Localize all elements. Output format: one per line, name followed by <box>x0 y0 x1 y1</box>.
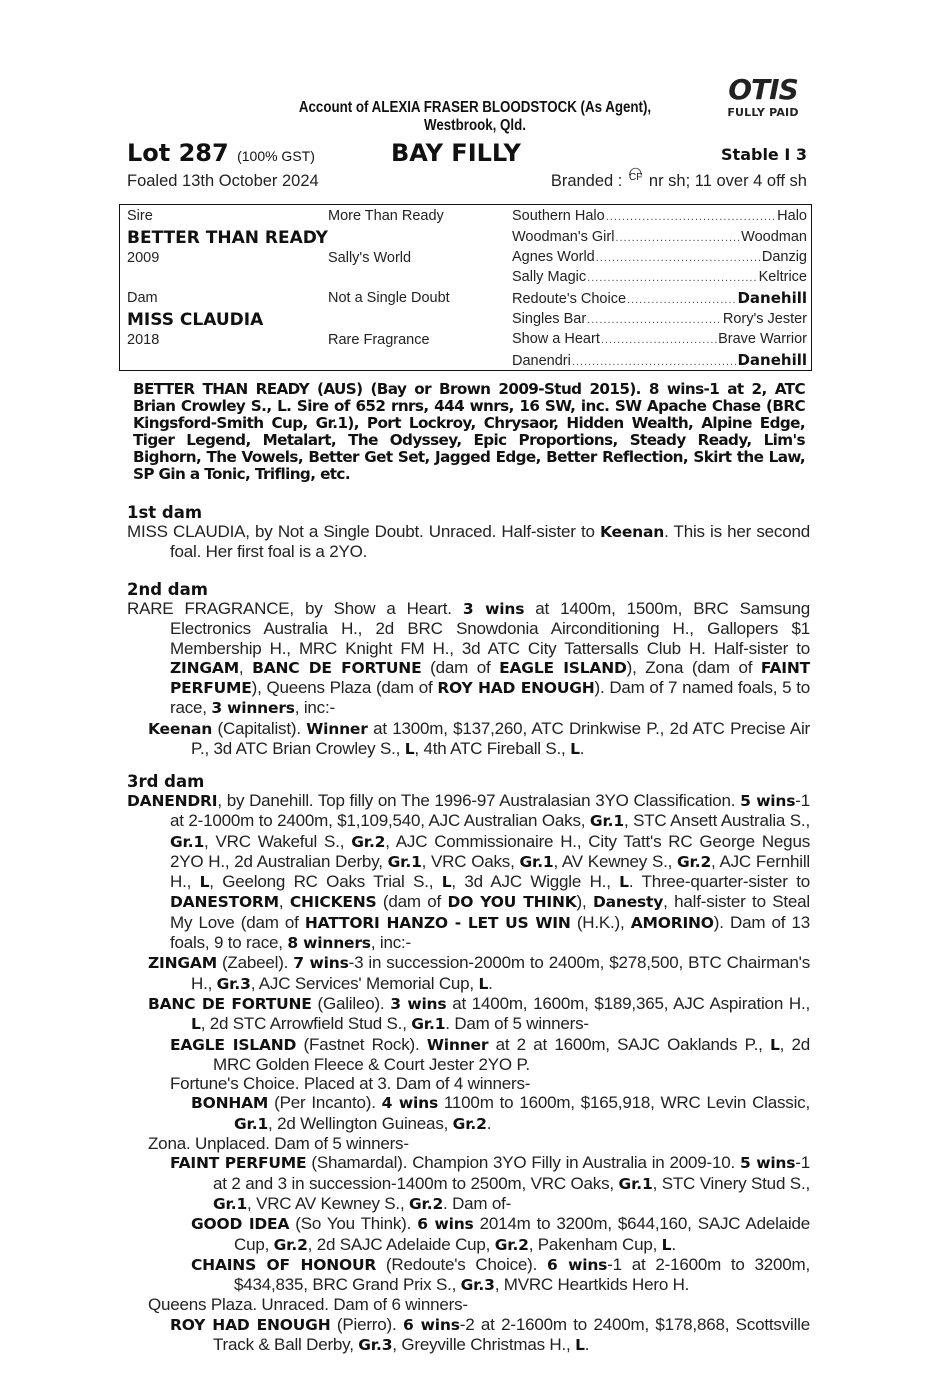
bold-text: FAINT PERFUME <box>170 658 810 698</box>
text: . Three-quarter-sister to <box>628 872 810 892</box>
horse-description: BAY FILLY <box>391 139 521 167</box>
bold-text: BANC DE FORTUNE <box>252 658 422 677</box>
text: . <box>671 1234 676 1254</box>
bold-text: Gr.2 <box>351 832 386 851</box>
gst-note: (100% GST) <box>237 148 315 164</box>
dam-name: MISS CLAUDIA <box>127 310 264 330</box>
text: , by Danehill. Top filly on The 1996-97 Australasian 3YO Classification. <box>217 791 741 810</box>
dot-leader <box>615 232 740 244</box>
text: , Geelong RC Oaks Trial S., <box>209 872 442 892</box>
bold-text: BANC DE FORTUNE <box>148 994 312 1013</box>
bold-text: HATTORI HANZO - LET US WIN <box>304 913 571 932</box>
bold-text: 6 wins <box>402 1315 460 1334</box>
text: -2 at 2-1600m to 2400m, $178,868, Scottsville Track & Ball Derby, <box>213 1314 811 1355</box>
third-dam-text <box>127 791 810 953</box>
text: , MVRC Heartkids Hero H. <box>494 1275 690 1295</box>
text: at 1400m, 1600m, $189,365, AJC Aspiration H., <box>446 993 810 1013</box>
text: (Zabeel). <box>216 953 294 973</box>
pedigree-table <box>119 204 812 371</box>
bold-text: Gr.1 <box>589 812 624 831</box>
progeny-entry-banc-de-fortune <box>148 994 810 1035</box>
grandparent-sire: Brave Warrior <box>718 331 807 347</box>
otis-fully-paid-badge <box>718 73 808 119</box>
grandparent-sire: Halo <box>777 208 807 224</box>
bold-text: L <box>661 1235 672 1254</box>
bold-text: EAGLE ISLAND <box>499 658 627 677</box>
grandparent-sire: Danzig <box>761 249 807 265</box>
grandparent-sire: Keltrice <box>758 269 807 285</box>
progeny-entry-good-idea <box>191 1214 810 1255</box>
text: , 2d STC Arrowfield Stud S., <box>200 1014 412 1034</box>
grandparent-name: Woodman's Girl <box>512 229 615 245</box>
bold-text: BONHAM <box>191 1094 269 1113</box>
text: , 2d MRC Golden Fleece & Court Jester 2YO P. <box>213 1034 810 1074</box>
text: , 2d SAJC Adelaide Cup, <box>307 1234 495 1254</box>
dot-leader <box>606 211 776 223</box>
third-dam-section <box>127 772 810 1355</box>
text: , 4th ATC Fireball S., <box>414 739 571 759</box>
bold-text: Gr.2 <box>452 1114 487 1133</box>
bold-text: Gr.1 <box>618 1174 653 1193</box>
text: ), <box>576 892 593 912</box>
bold-text: ZINGAM <box>170 658 239 677</box>
bold-text: 3 winners <box>211 699 295 718</box>
bold-text: ROY HAD ENOUGH <box>437 679 595 698</box>
bold-text: L <box>404 740 415 759</box>
bold-text: Winner <box>306 719 368 738</box>
grandparent-sire: Danehill <box>737 351 807 369</box>
grandparent-row <box>512 351 807 369</box>
dot-leader <box>572 356 737 368</box>
bold-text: L <box>199 873 210 892</box>
grandparent-sire: Woodman <box>741 229 807 245</box>
section-heading: 1st dam <box>127 503 203 522</box>
text: ), Zona (dam of <box>626 657 761 677</box>
dams-dam: Rare Fragrance <box>328 332 430 348</box>
bold-text: Gr.1 <box>387 852 422 871</box>
text: , VRC Wakeful S., <box>204 831 352 851</box>
text: (Per Incanto). <box>268 1093 382 1113</box>
bold-text: 6 wins <box>417 1215 474 1234</box>
bold-text: 8 winners <box>287 934 371 953</box>
grandparent-sire: Danehill <box>737 289 807 307</box>
text: (So You Think). <box>289 1214 418 1234</box>
grandparent-row <box>512 269 807 285</box>
grandparent-name: Redoute's Choice <box>512 291 627 307</box>
text: , Greyville Christmas H., <box>392 1335 576 1355</box>
bold-text: L <box>478 974 489 993</box>
text: , 3d AJC Wiggle H., <box>451 872 620 892</box>
grandparent-row <box>512 208 807 224</box>
progeny-entry-zingam <box>148 953 810 994</box>
progeny-entry-chains-of-honour <box>191 1255 810 1296</box>
brand-mark-icon: CF <box>629 169 642 183</box>
dot-leader <box>596 252 761 264</box>
bold-text: Winner <box>426 1035 489 1054</box>
text: (H.K.), <box>570 912 631 932</box>
text: (Pierro). <box>330 1314 403 1334</box>
text: , VRC Oaks, <box>421 851 520 871</box>
first-dam-text <box>127 522 810 562</box>
progeny-entry-keenan <box>148 719 810 760</box>
dam-label: Dam <box>127 290 158 306</box>
grandparent-sire: Rory's Jester <box>722 311 807 327</box>
bold-text: Gr.1 <box>411 1015 446 1034</box>
bold-text: 4 wins <box>381 1094 438 1113</box>
text: . <box>486 1113 492 1133</box>
sire-summary: BETTER THAN READY (AUS) (Bay or Brown 2009-Stud 2015). 8 wins-1 at 2, ATC Brian Crowley S., L. Sire of 652 rnrs, 444 wnrs, 16 SW, inc. SW Apache Chase (BRC Kingsford-Smith Cup, Gr.1), Port Lockroy, Chrysaor, Hidden Wealth, Alpine Edge, Tiger Legend, Metalart, The Odyssey, Epic Proportions, Steady Ready, Lim's Bighorn, The Vowels, Better Get Set, Jagged Edge, Better Reflection, Skirt the Law, SP Gin a Tonic, Trifling, etc. <box>133 380 805 483</box>
bold-text: DANESTORM <box>170 893 279 912</box>
bold-text: Keenan <box>599 523 665 541</box>
text: 1100m to 1600m, $165,918, WRC Levin Classic, <box>437 1093 811 1113</box>
fully-paid-label: FULLY PAID <box>727 106 799 119</box>
bold-text: Gr.3 <box>358 1336 393 1355</box>
text: , <box>278 892 290 912</box>
grandparent-name: Danendri <box>512 353 571 369</box>
text: -1 at 2 and 3 in succession-1400m to 2500m, VRC Oaks, <box>213 1153 811 1193</box>
progeny-entry-fortunes-choice: Fortune's Choice. Placed at 3. Dam of 4 winners- <box>170 1074 531 1094</box>
lot-label: Lot 287 <box>127 139 229 167</box>
section-heading: 2nd dam <box>127 580 208 599</box>
vendor-account <box>273 99 677 135</box>
text: MISS CLAUDIA, by Not a Single Doubt. Unraced. Half-sister to <box>127 522 600 541</box>
dot-leader <box>587 314 722 326</box>
sire-year: 2009 <box>127 250 160 266</box>
text: . Dam of 5 winners- <box>445 1014 589 1034</box>
text: , half-sister to Steal My Love (dam of <box>170 892 811 932</box>
grandparent-row <box>512 331 807 347</box>
bold-text: FAINT PERFUME <box>170 1154 307 1173</box>
bold-text: Gr.1 <box>234 1114 269 1133</box>
bold-text: Danesty <box>592 893 664 912</box>
text: , AJC Services' Memorial Cup, <box>250 973 479 993</box>
text: . This is her second foal. Her first foal is a 2YO. <box>170 522 810 562</box>
bold-text: Gr.2 <box>273 1235 308 1254</box>
text: (Galileo). <box>311 993 391 1013</box>
stable-location: Stable I 3 <box>721 145 807 164</box>
text: (dam of <box>376 892 448 912</box>
bold-text: 3 wins <box>462 600 525 618</box>
dot-leader <box>601 334 717 346</box>
grandparent-name: Sally Magic <box>512 269 587 285</box>
bold-text: ZINGAM <box>148 954 217 973</box>
brand-info <box>551 172 807 191</box>
progeny-entry-bonham <box>191 1093 810 1134</box>
progeny-entry-eagle-island <box>170 1035 810 1075</box>
sire-name: BETTER THAN READY <box>127 228 328 248</box>
account-line-2: Westbrook, Qld. <box>424 117 526 134</box>
bold-text: Gr.1 <box>213 1194 248 1213</box>
grandparent-row <box>512 229 807 245</box>
bold-text: 3 wins <box>390 994 447 1013</box>
text: (Capitalist). <box>212 718 307 738</box>
text: , 2d Wellington Guineas, <box>268 1113 453 1133</box>
text: (Redoute's Choice). <box>376 1254 547 1274</box>
text: 2014m to 3200m, $644,160, SAJC Adelaide Cup, <box>234 1214 811 1254</box>
grandparent-row <box>512 249 807 265</box>
text: , <box>238 657 253 677</box>
text: , AV Kewney S., <box>553 851 677 871</box>
dot-leader <box>587 272 758 284</box>
brand-detail: nr sh; 11 over 4 off sh <box>648 172 807 190</box>
foaled-date: Foaled 13th October 2024 <box>127 172 319 190</box>
dams-sire: Not a Single Doubt <box>328 290 450 306</box>
bold-text: Gr.1 <box>170 832 205 851</box>
text: , inc:- <box>294 698 335 718</box>
text: ). Dam of 13 foals, 9 to race, <box>170 912 810 953</box>
second-dam-section <box>127 580 810 759</box>
grandparent-row <box>512 311 807 327</box>
grandparent-row <box>512 289 807 307</box>
text: . <box>488 973 493 993</box>
branded-label: Branded : <box>550 172 623 190</box>
grandparent-name: Singles Bar <box>512 311 587 327</box>
bold-text: L <box>191 1015 201 1034</box>
lot-number <box>127 139 315 167</box>
bold-text: Gr.2 <box>494 1235 529 1254</box>
text: -1 at 2-1000m to 2400m, $1,109,540, AJC Australian Oaks, <box>170 791 811 831</box>
bold-text: DO YOU THINK <box>447 893 577 912</box>
text: -1 at 2-1600m to 3200m, $434,835, BRC Grand Prix S., <box>234 1254 811 1295</box>
text: , VRC AV Kewney S., <box>247 1193 410 1213</box>
bold-text: Keenan <box>148 719 213 738</box>
bold-text: 5 wins <box>740 792 796 810</box>
first-dam-section <box>127 503 810 562</box>
bold-text: GOOD IDEA <box>191 1215 290 1234</box>
text: ), Queens Plaza (dam of <box>251 678 438 698</box>
text: at 1300m, $137,260, ATC Drinkwise P., 2d ATC Precise Air P., 3d ATC Brian Crowley S., <box>191 718 810 759</box>
bold-text: L <box>570 740 580 759</box>
dam-year: 2018 <box>127 332 160 348</box>
text: (Shamardal). Champion 3YO Filly in Australia in 2009-10. <box>306 1153 740 1173</box>
account-line-1: Account of ALEXIA FRASER BLOODSTOCK (As Agent), <box>298 99 652 116</box>
bold-text: DANENDRI <box>127 792 218 810</box>
bold-text: 5 wins <box>739 1154 796 1173</box>
bold-text: Gr.2 <box>677 852 712 871</box>
grandparent-name: Agnes World <box>512 249 595 265</box>
sires-dam: Sally's World <box>328 250 412 266</box>
bold-text: 7 wins <box>293 954 349 973</box>
text: (dam of <box>421 657 500 677</box>
bold-text: Gr.3 <box>216 974 251 993</box>
text: , inc:- <box>370 933 411 953</box>
text: -3 in succession-2000m to 2400m, $278,500, BTC Chairman's H., <box>191 953 811 993</box>
progeny-entry-queens-plaza: Queens Plaza. Unraced. Dam of 6 winners- <box>148 1295 468 1315</box>
section-heading: 3rd dam <box>127 772 205 791</box>
dot-leader <box>627 294 736 306</box>
progeny-entry-zona: Zona. Unplaced. Dam of 5 winners- <box>148 1134 409 1154</box>
bold-text: EAGLE ISLAND <box>170 1035 297 1054</box>
lot-header <box>127 139 810 169</box>
text: . Dam of- <box>443 1193 512 1213</box>
text: , AJC Fernhill H., <box>170 851 810 892</box>
text: . <box>584 1335 590 1355</box>
bold-text: L <box>619 873 629 892</box>
bold-text: CHAINS OF HONOUR <box>191 1255 377 1274</box>
otis-logo: OTIS <box>728 73 798 106</box>
bold-text: L <box>575 1336 585 1355</box>
text: . <box>579 739 585 759</box>
bold-text: Gr.1 <box>519 852 554 871</box>
text: , STC Ansett Australia S., <box>623 811 810 831</box>
sire-label: Sire <box>127 208 153 224</box>
bold-text: Gr.3 <box>460 1276 495 1295</box>
grandparent-name: Southern Halo <box>512 208 605 224</box>
grandparent-name: Show a Heart <box>512 331 600 347</box>
text: , Pakenham Cup, <box>528 1234 662 1254</box>
bold-text: ROY HAD ENOUGH <box>170 1315 331 1334</box>
bold-text: Gr.2 <box>409 1194 444 1213</box>
text: at 1400m, 1500m, BRC Samsung Electronics Australia H., 2d BRC Snowdonia Airconditioning H., Gallopers $1 Membership H., MRC Knight FM H., 3d ATC City Tattersalls Club H. Half-sister to <box>170 599 810 658</box>
progeny-entry-roy-had-enough <box>170 1315 810 1356</box>
second-dam-text <box>127 599 810 719</box>
bold-text: AMORINO <box>630 913 714 932</box>
text: (Fastnet Rock). <box>296 1034 427 1054</box>
bold-text: L <box>769 1035 780 1054</box>
bold-text: CHICKENS <box>289 893 377 912</box>
text: , STC Vinery Stud S., <box>652 1173 810 1193</box>
text: ). Dam of 7 named foals, 5 to race, <box>170 678 810 718</box>
bold-text: L <box>441 873 452 892</box>
text: RARE FRAGRANCE, by Show a Heart. <box>127 599 463 618</box>
progeny-entry-faint-perfume <box>170 1153 810 1214</box>
text: at 2 at 1600m, SAJC Oaklands P., <box>488 1034 770 1054</box>
sires-sire: More Than Ready <box>328 208 444 224</box>
text: , AJC Commissionaire H., City Tatt's RC George Negus 2YO H., 2d Australian Derby, <box>170 831 810 871</box>
bold-text: 6 wins <box>546 1255 608 1274</box>
